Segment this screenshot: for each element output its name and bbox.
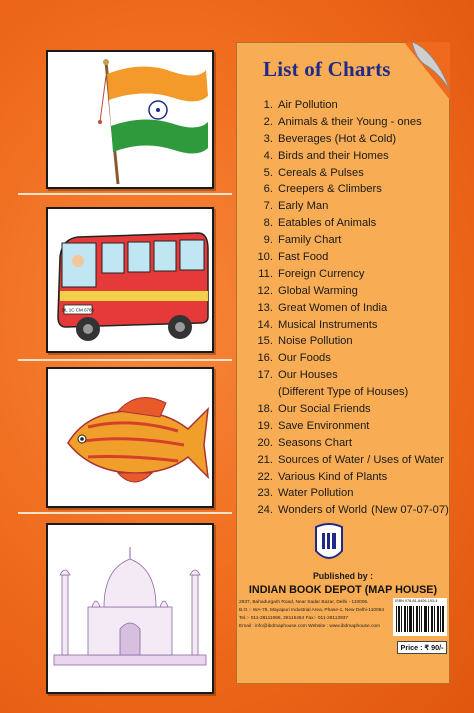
list-item: 4. Birds and their Homes	[263, 149, 389, 162]
divider-line	[18, 359, 232, 361]
price-label: Price : ₹ 90/-	[397, 641, 447, 654]
published-by-label: Published by :	[312, 571, 374, 581]
list-item-subtitle: (Different Type of Houses)	[278, 386, 409, 399]
list-item: 7. Early Man	[263, 200, 329, 213]
fish-illustration	[46, 367, 214, 508]
list-item: 15. Noise Pollution	[257, 335, 353, 348]
list-item: 20. Seasons Chart	[257, 436, 353, 449]
publisher-logo-icon	[312, 521, 346, 567]
publisher-branch-address: B.O.:- WA-78, Mayapuri Industrial Area, Phase-1, New Delhi-110064	[239, 608, 385, 613]
list-item: 1. Air Pollution	[263, 99, 338, 111]
list-item: 13. Great Women of India	[257, 301, 388, 314]
list-item: 21. Sources of Water / Uses of Water	[257, 453, 444, 466]
list-item: 23. Water Pollution	[257, 487, 354, 500]
flag-illustration	[46, 50, 214, 189]
chart-list	[251, 97, 449, 519]
list-item: 9. Family Chart	[263, 234, 342, 247]
new-note: (New 07-07-07)	[371, 504, 449, 517]
list-item: 16. Our Foods	[257, 352, 331, 365]
publisher-contact: Email : info@ibdmaphouse.com Website : www.ibdmaphouse.com	[239, 624, 381, 629]
list-item: 2. Animals & their Young - ones	[263, 115, 422, 128]
list-item: 12. Global Warming	[257, 284, 358, 297]
list-item: 14. Musical Instruments	[257, 318, 378, 331]
publisher-phones: Tel.:- 011-28111066, 28115454 Fax:- 011-28113937	[239, 616, 349, 621]
isbn-label: ISBN 978-81-8406-193-4	[395, 599, 438, 603]
list-item: 17. Our Houses	[257, 369, 338, 382]
page-curl-icon	[404, 42, 450, 100]
list-item: 6. Creepers & Climbers	[263, 183, 382, 196]
bus-number-plate: DL 1C CM 0786	[61, 307, 95, 313]
list-item: 5. Cereals & Pulses	[263, 166, 364, 179]
list-item: 18. Our Social Friends	[257, 403, 371, 416]
list-item: 22. Various Kind of Plants	[257, 470, 388, 483]
list-item: 8. Eatables of Animals	[263, 217, 377, 230]
bus-illustration	[46, 207, 214, 353]
chart-list-panel	[236, 42, 450, 684]
publisher-address: 2937, Bahadurgarh Road, Near Sadar Bazar, Delhi - 110006.	[239, 600, 369, 605]
list-item: 10. Fast Food	[257, 251, 329, 264]
list-item: 24. Wonders of World (New 07-07-07)	[251, 502, 449, 519]
list-item: 19. Save Environment	[257, 419, 370, 432]
list-item: 3. Beverages (Hot & Cold)	[263, 132, 397, 145]
taj-mahal-illustration	[46, 523, 214, 694]
publisher-name: INDIAN BOOK DEPOT (MAP HOUSE)	[248, 584, 438, 596]
page-title: List of Charts	[263, 57, 391, 81]
list-item: 11. Foreign Currency	[258, 267, 365, 280]
divider-line	[18, 512, 232, 514]
barcode	[393, 598, 447, 636]
divider-line	[18, 193, 232, 195]
